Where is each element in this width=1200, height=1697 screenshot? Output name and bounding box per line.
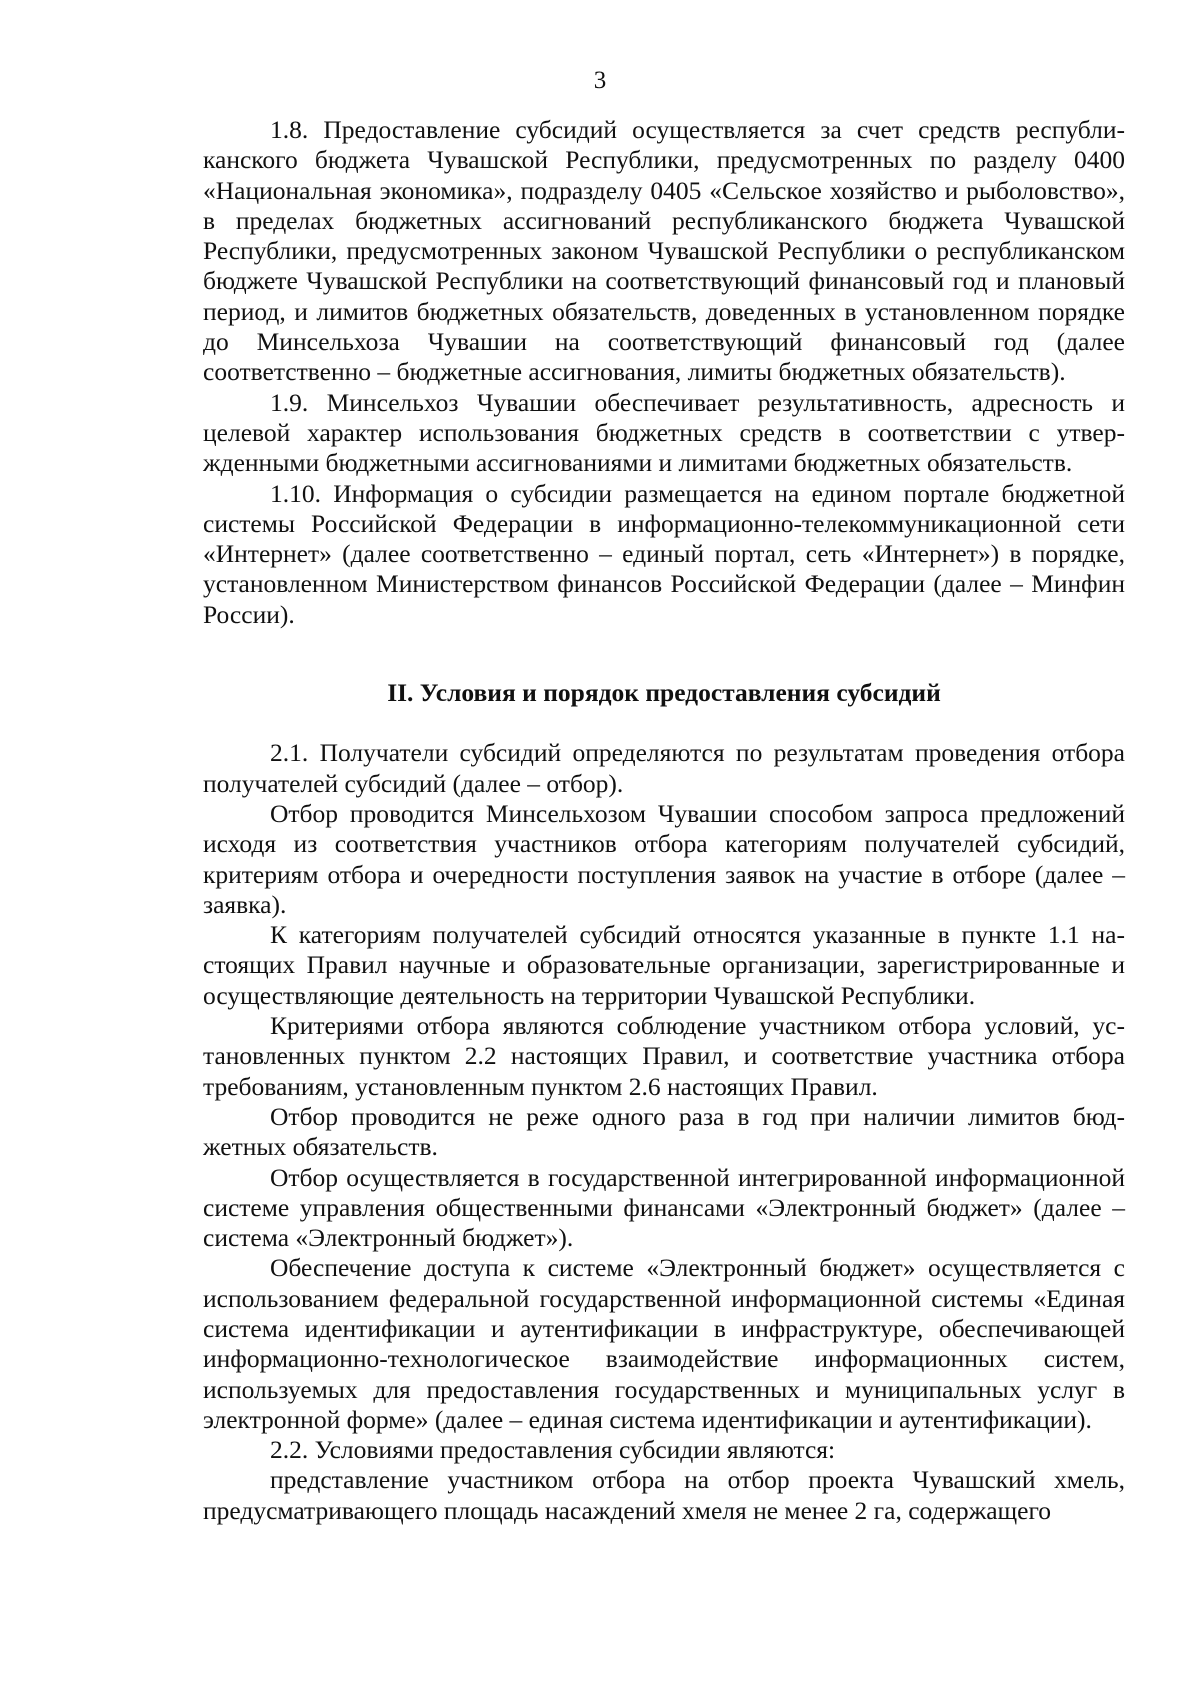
paragraph-recipient-categories: К категориям получателей субсидий относятся указанные в пункте 1.1 настоящих Правил научные и образовательные организации, зарегистрированные и осуществляющие деятельность на территории Чувашской Республики.: [203, 920, 1125, 1010]
paragraph-selection-method: Отбор проводится Минсельхозом Чувашии способом запроса предложений исходя из соответствия участников отбора категориям получателей субсидий, критериям отбора и очередности поступления заявок на участие в отборе (далее – заявка).: [203, 798, 1125, 919]
paragraph-selection-frequency: Отбор проводится не реже одного раза в год при наличии лимитов бюджетных обязательств.: [203, 1101, 1125, 1162]
paragraph-2-1: 2.1. Получатели субсидий определяются по результатам проведения отбора получателей субсидий (далее – отбор).: [203, 738, 1125, 798]
paragraph-selection-criteria: Критериями отбора являются соблюдение участником отбора условий, установленных пунктом 2.2 настоящих Правил, и соответствие участника отбора требованиям, установленным пунктом 2.6 настоящих Правил.: [203, 1011, 1125, 1101]
paragraph-1-10: 1.10. Информация о субсидии размещается на едином портале бюджетной системы Российской Федерации в информационно-телекоммуникационной сети «Интернет» (далее соответственно – единый портал, сеть «Интернет») в порядке, установленном Министерством финансов Российской Федерации (далее – Минфин России).: [203, 478, 1125, 629]
document-body: [203, 115, 1125, 1526]
paragraph-2-2: 2.2. Условиями предоставления субсидии являются:: [270, 1435, 836, 1465]
section-heading: II. Условия и порядок предоставления субсидий: [387, 678, 941, 708]
paragraph-1-9: 1.9. Минсельхоз Чувашии обеспечивает результативность, адресность и целевой характер использования бюджетных средств в соответствии с утвержденными бюджетными ассигнованиями и лимитами бюджетных обязательств.: [203, 387, 1125, 478]
paragraph-system-access: Обеспечение доступа к системе «Электронный бюджет» осуществляется с использованием федеральной государственной информационной системы «Единая система идентификации и аутентификации в инфраструктуре, обеспечивающей информационно-технологическое взаимодействие информационных систем, используемых для предоставления государственных и муниципальных услуг в электронной форме» (далее – единая система идентификации и аутентификации).: [203, 1253, 1125, 1434]
spacer: [203, 630, 1125, 678]
paragraph-electronic-budget: Отбор осуществляется в государственной интегрированной информационной системе управления общественными финансами «Электронный бюджет» (далее – система «Электронный бюджет»).: [203, 1162, 1125, 1253]
page-number: 3: [593, 67, 607, 94]
paragraph-conditions-project: представление участником отбора на отбор проекта Чувашский хмель, предусматривающего площадь насаждений хмеля не менее 2 га, содержащего: [203, 1465, 1125, 1525]
spacer: [203, 708, 1125, 738]
paragraph-1-8: 1.8. Предоставление субсидий осуществляется за счет средств республиканского бюджета Чувашской Республики, предусмотренных по разделу 0400 «Национальная экономика», подразделу 0405 «Сельское хозяйство и рыболовство», в пределах бюджетных ассигнований республиканского бюджета Чувашской Республики, предусмотренных законом Чувашской Республики о республиканском бюджете Чувашской Республики на соответствующий финансовый год и плановый период, и лимитов бюджетных обязательств, доведенных в установленном порядке до Минсельхоза Чувашии на соответствующий финансовый год (далее соответственно – бюджетные ассигнования, лимиты бюджетных обязательств).: [203, 115, 1125, 387]
